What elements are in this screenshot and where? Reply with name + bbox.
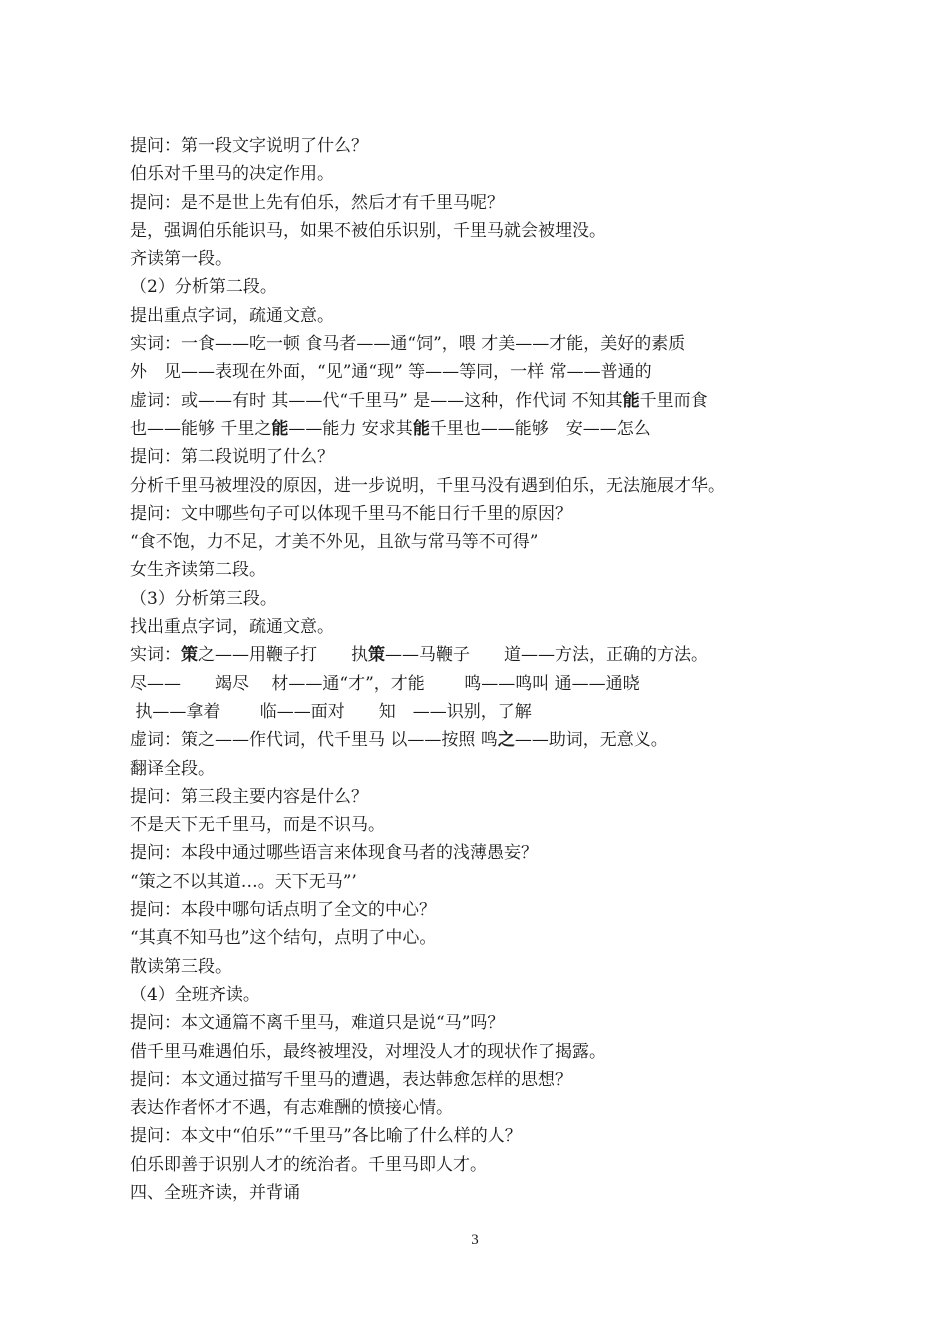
text-line: 提问：第三段主要内容是什么？ (130, 786, 368, 807)
text-line: 提问：本段中通过哪些语言来体现食马者的浅薄愚妄？ (130, 843, 538, 864)
text-line: 提问：本文中“伯乐”“千里马”各比喻了什么样的人？ (130, 1126, 522, 1147)
text-line: （2）分析第二段。 (130, 277, 277, 298)
text-line: 不是天下无千里马，而是不识马。 (130, 815, 385, 836)
text-line: 提问：第一段文字说明了什么？ (130, 136, 368, 156)
text-line: “其真不知马也”这个结句，点明了中心。 (130, 928, 437, 949)
bold-term: 策 (368, 645, 385, 666)
text-line: 尽—— 竭尽 材——通“才”，才能 鸣——鸣叫 通——通晓 (130, 673, 640, 694)
text-line: 翻译全段。 (130, 758, 215, 779)
text-line: 是，强调伯乐能识马，如果不被伯乐识别，千里马就会被埋没。 (130, 220, 606, 241)
text-line: 齐读第一段。 (130, 249, 232, 270)
text-line: 虚词：策之——作代词，代千里马 以——按照 鸣之——助词，无意义。 (130, 730, 668, 751)
text-line: （4）全班齐读。 (130, 984, 260, 1005)
text-line: 也——能够 千里之能——能力 安求其能千里也——能够 安——怎么 (130, 418, 651, 439)
text-line: 提问：文中哪些句子可以体现千里马不能日行千里的原因？ (130, 503, 572, 524)
text-line: 女生齐读第二段。 (130, 560, 266, 581)
text-line: 散读第三段。 (130, 956, 232, 977)
text-line: 伯乐即善于识别人才的统治者。千里马即人才。 (130, 1154, 487, 1175)
text-line: 提问：是不是世上先有伯乐，然后才有千里马呢？ (130, 192, 504, 213)
text-line: 提问：第二段说明了什么？ (130, 447, 334, 468)
bold-term: 能 (622, 390, 640, 411)
page-number: 3 (471, 1232, 479, 1248)
text-line: 提出重点字词，疏通文意。 (130, 305, 334, 326)
text-line: 执——拿着 临——面对 知 ——识别，了解 (130, 701, 532, 722)
page-body (130, 132, 830, 1207)
text-line: 实词：策之——用鞭子打 执策——马鞭子 道——方法，正确的方法。 (130, 645, 708, 666)
bold-term: 之 (497, 730, 515, 751)
bold-term: 能 (271, 418, 289, 439)
text-line: 提问：本文通篇不离千里马，难道只是说“马”吗？ (130, 1013, 505, 1034)
text-line: 虚词：或——有时 其——代“千里马” 是——这种，作代词 不知其能千里而食 (130, 390, 708, 411)
text-line: （3）分析第三段。 (130, 588, 277, 609)
text-line: 找出重点字词，疏通文意。 (130, 617, 334, 638)
text-line: 外 见——表现在外面，“见”通“现” 等——等同，一样 常——普通的 (130, 362, 652, 383)
text-line: 四、全班齐读，并背诵 (130, 1182, 300, 1203)
text-line: 分析千里马被埋没的原因，进一步说明，千里马没有遇到伯乐，无法施展才华。 (130, 475, 725, 496)
text-line: 提问：本段中哪句话点明了全文的中心？ (130, 900, 436, 921)
text-line: “策之不以其道…。天下无马”’ (130, 871, 357, 892)
text-line: 伯乐对千里马的决定作用。 (130, 164, 334, 185)
text-line: 表达作者怀才不遇，有志难酬的愤接心情。 (130, 1098, 453, 1119)
text-line: 借千里马难遇伯乐，最终被埋没，对埋没人才的现状作了揭露。 (130, 1041, 606, 1062)
text-line: 实词：一食——吃一顿 食马者——通“饲”，喂 才美——才能，美好的素质 (130, 334, 686, 355)
text-line: 提问：本文通过描写千里马的遭遇，表达韩愈怎样的思想？ (130, 1069, 572, 1090)
text-line: “食不饱，力不足，才美不外见，且欲与常马等不可得” (130, 532, 539, 553)
bold-term: 策 (181, 645, 198, 666)
bold-term: 能 (412, 418, 430, 439)
